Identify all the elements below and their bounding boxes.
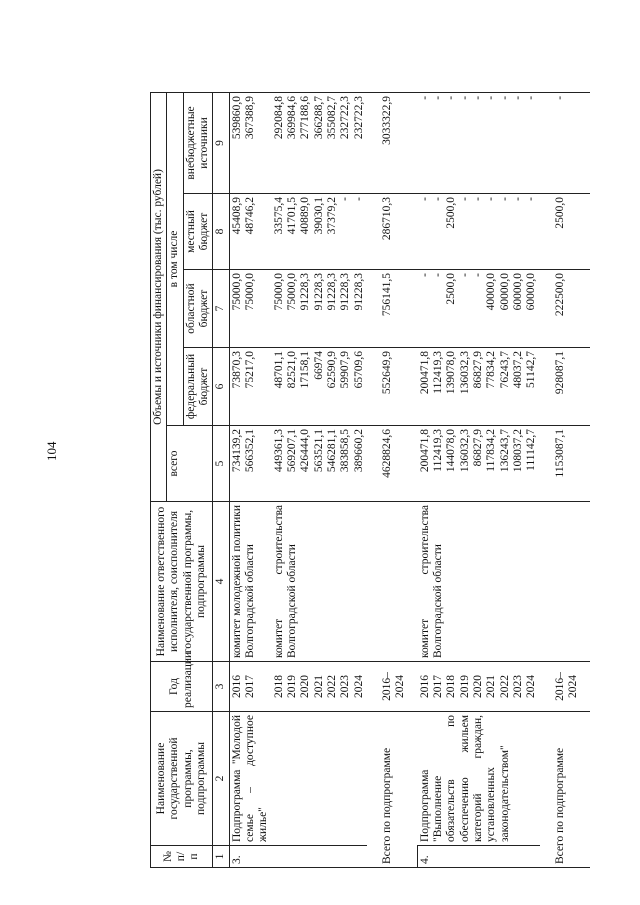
- federal-values-value: 62590,9: [325, 351, 338, 389]
- extra-values-value: -: [511, 95, 524, 100]
- year-list-value: 2024: [525, 675, 538, 698]
- total-values-value: 389660,2: [352, 429, 365, 473]
- extra-values-value: -: [418, 95, 431, 100]
- federal-values-value: 66974: [312, 351, 325, 380]
- local-values-value: -: [525, 197, 538, 201]
- federal-values: [272, 348, 367, 426]
- executor-name: комитет строительства Волгоградской области: [272, 502, 367, 662]
- regional-values-value: 91228,3: [312, 273, 325, 311]
- program-name: Подпрограмма "Молодой семье – доступное жилье": [229, 712, 271, 846]
- header-regional: областной бюджет: [183, 270, 213, 348]
- local-values: [418, 194, 540, 270]
- table-header: [151, 92, 230, 867]
- extra-values-value: 355082,7: [325, 95, 338, 140]
- year-list-value: 2024: [352, 675, 365, 698]
- local-values-value: -: [431, 197, 444, 201]
- total-values-value: 112419,3: [431, 429, 444, 472]
- year-list-value: 2023: [339, 675, 352, 698]
- total-values-value: 566352,1: [243, 429, 256, 473]
- row-number: [272, 846, 367, 868]
- regional-values-value: 60000,0: [511, 273, 524, 311]
- extra-values-value: 366288,7: [312, 95, 325, 140]
- regional-values-value: 40000,0: [485, 273, 498, 311]
- regional-values-value: 75000,0: [285, 273, 298, 311]
- group-row: [418, 92, 540, 867]
- regional-values-value: 2500,0: [445, 273, 458, 305]
- regional-values: [418, 270, 540, 348]
- summary-local: 2500,0: [540, 194, 591, 270]
- total-values: [272, 426, 367, 502]
- program-name: [272, 712, 367, 846]
- regional-values-value: -: [458, 273, 471, 277]
- federal-values-value: 82521,0: [285, 351, 298, 389]
- extra-values-value: 277188,6: [299, 95, 312, 140]
- summary-years: 2016–2024: [540, 662, 591, 712]
- header-total: всего: [167, 426, 213, 502]
- federal-values-value: 51142,7: [525, 351, 538, 388]
- federal-values: [418, 348, 540, 426]
- federal-values-value: 73870,3: [230, 351, 243, 389]
- total-values-value: 383858,5: [339, 429, 352, 473]
- header-num: № п/п: [151, 846, 213, 868]
- extra-values-value: 367388,9: [243, 95, 256, 140]
- summary-years: 2016–2024: [367, 662, 418, 712]
- regional-values-value: 60000,0: [498, 273, 511, 311]
- page-number: 104: [44, 441, 59, 461]
- year-list-value: 2022: [498, 675, 511, 698]
- year-list-value: 2020: [299, 675, 312, 698]
- summary-label: Всего по подпрограмме: [367, 712, 418, 868]
- extra-values-value: -: [498, 95, 511, 100]
- header-extra: внебюджетные источники: [183, 92, 213, 193]
- federal-values-value: 139078,0: [445, 351, 458, 395]
- col-number-3: 3: [213, 662, 229, 712]
- regional-values-value: 91228,3: [352, 273, 365, 311]
- col-number-6: 6: [213, 348, 229, 426]
- year-list-value: 2019: [458, 675, 471, 698]
- year-list-value: 2016: [230, 675, 243, 698]
- year-list: [418, 662, 540, 712]
- extra-values-value: 292084,8: [272, 95, 285, 140]
- summary-label: Всего по подпрограмме: [540, 712, 591, 868]
- extra-values-value: -: [431, 95, 444, 100]
- executor-name: комитет молодежной политики Волгоградской области: [229, 502, 271, 662]
- col-number-7: 7: [213, 270, 229, 348]
- summary-federal: 552649,9: [367, 348, 418, 426]
- regional-values-value: 75000,0: [272, 273, 285, 311]
- extra-values-value: -: [525, 95, 538, 100]
- header-in-that: в том числе: [167, 92, 183, 425]
- total-values: [229, 426, 271, 502]
- total-values-value: 136243,7: [498, 429, 511, 473]
- local-values-value: -: [485, 197, 498, 201]
- regional-values-value: -: [418, 273, 431, 277]
- regional-values-value: 75000,0: [230, 273, 243, 311]
- extra-values: [229, 92, 271, 193]
- summary-extra: 3033322,9: [367, 92, 418, 193]
- federal-values-value: 59907,9: [339, 351, 352, 389]
- year-list: [229, 662, 271, 712]
- local-values-value: 40889,0: [299, 197, 312, 235]
- rotated-page: [150, 93, 610, 868]
- local-values-value: -: [458, 197, 471, 201]
- federal-values-value: 112419,3: [431, 351, 444, 394]
- summary-extra: -: [540, 92, 591, 193]
- federal-values-value: 136032,3: [458, 351, 471, 395]
- local-values: [272, 194, 367, 270]
- year-list-value: 2022: [325, 675, 338, 698]
- local-values-value: 39030,1: [312, 197, 325, 235]
- extra-values-value: 232722,3: [339, 95, 352, 140]
- header-program: Наименование государственной программы, подпрограммы: [151, 712, 213, 846]
- federal-values-value: 75217,0: [243, 351, 256, 389]
- federal-values-value: 86827,9: [471, 351, 484, 389]
- summary-total: 1153087,1: [540, 426, 591, 502]
- total-values-value: 108037,2: [511, 429, 524, 473]
- federal-values-value: 77834,2: [485, 351, 498, 389]
- extra-values-value: 232722,3: [352, 95, 365, 140]
- extra-values-value: -: [458, 95, 471, 100]
- local-values-value: 2500,0: [445, 197, 458, 229]
- year-list-value: 2017: [431, 675, 444, 698]
- col-number-2: 2: [213, 712, 229, 846]
- program-name: Подпрограмма "Выполнение обязательств по обеспечению жильем категорий граждан, установленных законодательством": [418, 712, 540, 846]
- year-list-value: 2021: [312, 675, 325, 698]
- year-list-value: 2018: [445, 675, 458, 698]
- table-body: [229, 92, 590, 867]
- extra-values: [418, 92, 540, 193]
- regional-values-value: -: [431, 273, 444, 277]
- summary-regional: 222500,0: [540, 270, 591, 348]
- regional-values-value: 75000,0: [243, 273, 256, 311]
- col-number-8: 8: [213, 194, 229, 270]
- federal-values-value: 76243,7: [498, 351, 511, 389]
- regional-values-value: -: [471, 273, 484, 277]
- total-values-value: 734139,2: [230, 429, 243, 473]
- federal-values-value: 17158,1: [299, 351, 312, 389]
- header-year: Год реализации: [151, 662, 213, 712]
- summary-empty: [540, 502, 591, 662]
- federal-values: [229, 348, 271, 426]
- year-list-value: 2016: [418, 675, 431, 698]
- year-list-value: 2020: [471, 675, 484, 698]
- summary-local: 286710,3: [367, 194, 418, 270]
- year-list-value: 2017: [243, 675, 256, 698]
- local-values-value: 33575,4: [272, 197, 285, 235]
- funding-table: [150, 92, 590, 868]
- header-federal: федеральный бюджет: [183, 348, 213, 426]
- summary-row: [367, 92, 418, 867]
- federal-values-value: 200471,8: [418, 351, 431, 395]
- local-values-value: 45408,9: [230, 197, 243, 235]
- local-values-value: -: [511, 197, 524, 201]
- local-values-value: 48746,2: [243, 197, 256, 235]
- regional-values: [272, 270, 367, 348]
- year-list-value: 2019: [285, 675, 298, 698]
- extra-values: [272, 92, 367, 193]
- year-list-value: 2018: [272, 675, 285, 698]
- total-values-value: 563521,1: [312, 429, 325, 473]
- year-list: [272, 662, 367, 712]
- total-values-value: 200471,8: [418, 429, 431, 473]
- extra-values-value: -: [445, 95, 458, 100]
- total-values-value: 111142,7: [525, 429, 538, 471]
- summary-empty: [367, 502, 418, 662]
- group-row: [272, 92, 367, 867]
- total-values-value: 136032,3: [458, 429, 471, 473]
- col-number-4: 4: [213, 502, 229, 662]
- extra-values-value: 369984,6: [285, 95, 298, 140]
- extra-values-value: -: [485, 95, 498, 100]
- total-values-value: 449361,3: [272, 429, 285, 473]
- regional-values-value: 60000,0: [525, 273, 538, 311]
- summary-total: 4628824,6: [367, 426, 418, 502]
- regional-values: [229, 270, 271, 348]
- extra-values-value: 539860,0: [230, 95, 243, 140]
- total-values-value: 546281,1: [325, 429, 338, 473]
- regional-values-value: 91228,3: [299, 273, 312, 311]
- year-list-value: 2021: [485, 675, 498, 698]
- local-values-value: -: [352, 197, 365, 201]
- total-values-value: 144078,0: [445, 429, 458, 473]
- col-number-5: 5: [213, 426, 229, 502]
- regional-values-value: 91228,3: [339, 273, 352, 311]
- local-values-value: -: [339, 197, 352, 201]
- year-list-value: 2023: [511, 675, 524, 698]
- federal-values-value: 48037,2: [511, 351, 524, 389]
- row-number: 3.: [229, 846, 271, 868]
- total-values: [418, 426, 540, 502]
- extra-values-value: -: [471, 95, 484, 100]
- col-number-1: 1: [213, 846, 229, 868]
- header-local: местный бюджет: [183, 194, 213, 270]
- total-values-value: 426444,0: [299, 429, 312, 473]
- local-values-value: 41701,5: [285, 197, 298, 235]
- col-number-9: 9: [213, 92, 229, 193]
- regional-values-value: 91228,3: [325, 273, 338, 311]
- federal-values-value: 65709,6: [352, 351, 365, 389]
- summary-row: [540, 92, 591, 867]
- group-row: [229, 92, 271, 867]
- summary-regional: 756141,5: [367, 270, 418, 348]
- local-values-value: -: [498, 197, 511, 201]
- federal-values-value: 48701,1: [272, 351, 285, 389]
- row-number: 4.: [418, 846, 540, 868]
- total-values-value: 117834,2: [485, 429, 498, 472]
- total-values-value: 86827,9: [471, 429, 484, 467]
- local-values-value: -: [471, 197, 484, 201]
- total-values-value: 569207,1: [285, 429, 298, 473]
- summary-federal: 928087,1: [540, 348, 591, 426]
- local-values: [229, 194, 271, 270]
- local-values-value: 37379,2: [325, 197, 338, 235]
- executor-name: комитет строительства Волгоградской области: [418, 502, 540, 662]
- header-funding: Объемы и источники финансирования (тыс. рублей): [151, 92, 167, 501]
- local-values-value: -: [418, 197, 431, 201]
- header-executor: Наименование ответственного исполнителя, соисполнителя государственной программы, подпрограммы: [151, 502, 213, 662]
